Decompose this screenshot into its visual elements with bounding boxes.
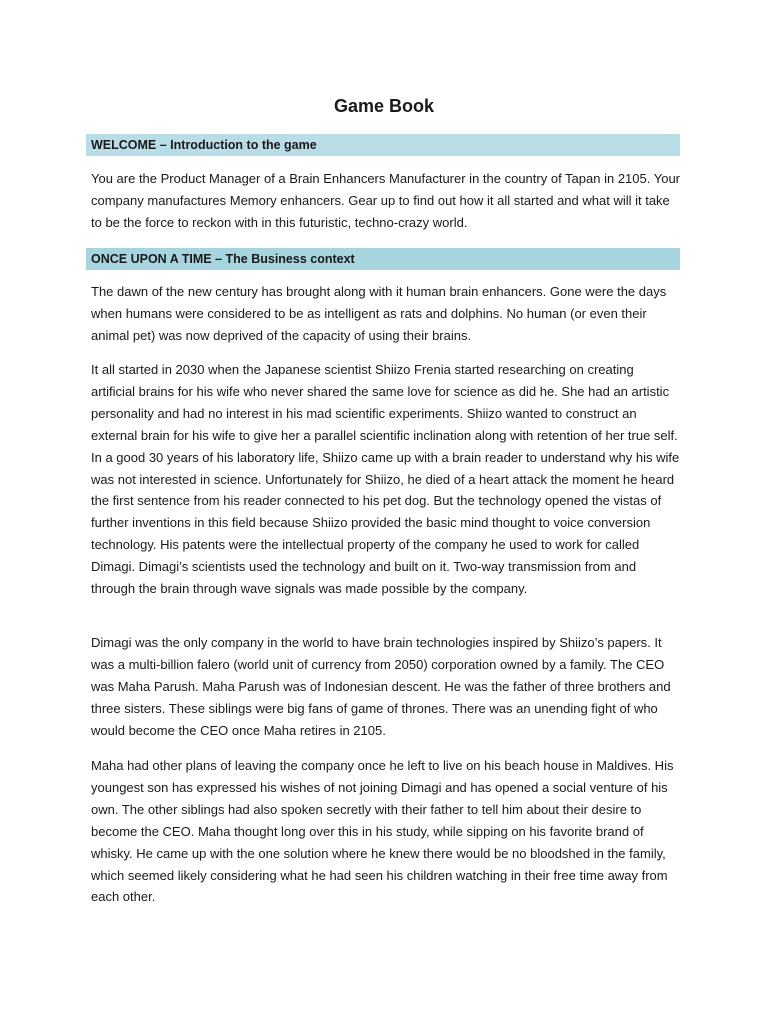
section-heading-welcome: WELCOME – Introduction to the game: [86, 134, 680, 156]
section-heading-business-context: ONCE UPON A TIME – The Business context: [86, 248, 680, 270]
paragraph-maha-plans: Maha had other plans of leaving the company once he left to live on his beach house in Maldives. His youngest son has expressed his wishes of not joining Dimagi and has opened a social venture of his own. The other siblings had also spoken secretly with their father to tell him about their desire to become the CEO. Maha thought long over this in his study, while sipping on his favorite brand of whisky. He came up with the one solution where he knew there would be no bloodshed in the family, which seemed likely considering what he had seen his children watching in their free time away from each other.: [91, 758, 674, 905]
document-title: Game Book: [333, 96, 435, 116]
paragraph-dawn: The dawn of the new century has brought along with it human brain enhancers. Gone were the days when humans were considered to be as intelligent as rats and dolphins. No human (or even their animal pet) was now deprived of the capacity of using their brains.: [91, 284, 667, 343]
paragraph-origin: It all started in 2030 when the Japanese scientist Shiizo Frenia started researching on creating artificial brains for his wife who never shared the same love for science as did he. She had an artistic personality and had no interest in his mad scientific experiments. Shiizo wanted to construct an external brain for his wife to give her a parallel scientific inclination along with retention of her true self. In a good 30 years of his laboratory life, Shiizo came up with a brain reader to understand why his wife was not interested in science. Unfortunately for Shiizo, he died of a heart attack the moment he heard the first sentence from his reader connected to his pet dog. But the technology opened the vistas of further inventions in this field because Shiizo provided the basic mind thought to voice conversion technology. His patents were the intellectual property of the company he used to work for called Dimagi. Dimagi’s scientists used the technology and built on it. Two-way transmission from and through the brain through wave signals was made possible by the company.: [91, 362, 680, 597]
paragraph-dimagi: Dimagi was the only company in the world to have brain technologies inspired by Shiizo’s papers. It was a multi-billion falero (world unit of currency from 2050) corporation owned by a family. The CEO was Maha Parush. Maha Parush was of Indonesian descent. He was the father of three brothers and three sisters. These siblings were big fans of game of thrones. There was an unending fight of who would become the CEO once Maha retires in 2105.: [91, 635, 671, 738]
paragraph-welcome: You are the Product Manager of a Brain Enhancers Manufacturer in the country of Tapan in 2105. Your company manufactures Memory enhancers. Gear up to find out how it all started and what will it take to be the force to reckon with in this futuristic, techno-crazy world.: [91, 171, 680, 230]
